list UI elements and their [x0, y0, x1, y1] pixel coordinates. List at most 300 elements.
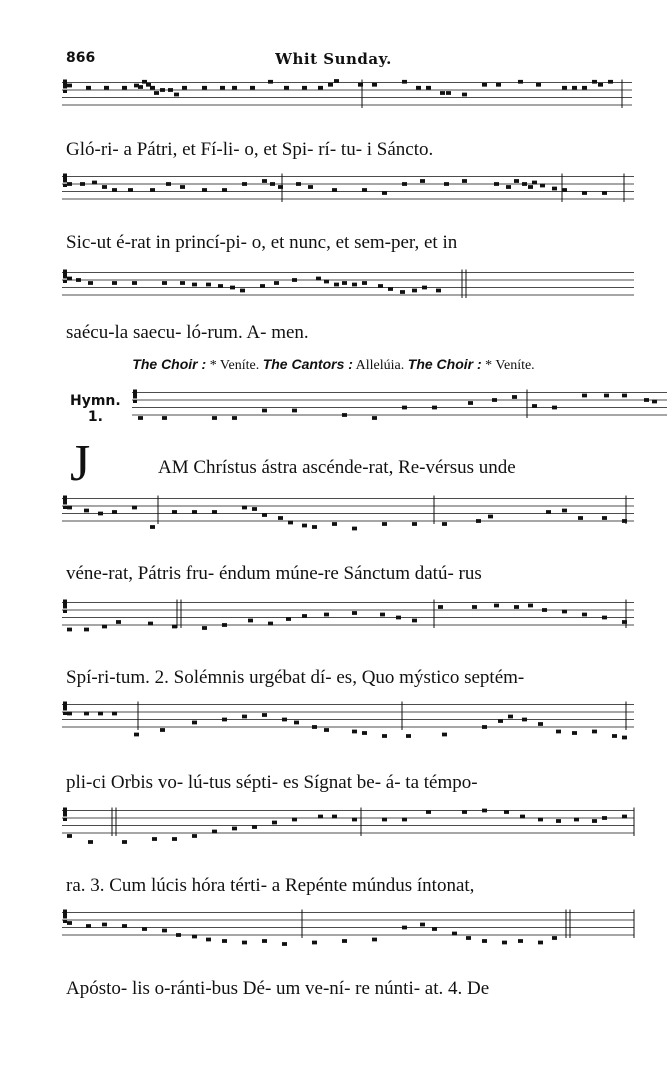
chant-note [578, 516, 583, 520]
chant-note [324, 280, 329, 284]
music-staff [132, 388, 667, 430]
chant-note [104, 86, 109, 90]
chant-note [242, 506, 247, 510]
chant-note [506, 185, 511, 189]
chant-note [160, 728, 165, 732]
chant-note [282, 942, 287, 946]
chant-note [472, 605, 477, 609]
chant-note [422, 286, 427, 290]
chant-note [102, 185, 107, 189]
chant-note [160, 88, 165, 92]
chant-note [116, 620, 121, 624]
chant-note [202, 626, 207, 630]
chant-note [222, 718, 227, 722]
chant-note [542, 608, 547, 612]
chant-note [292, 818, 297, 822]
rubric-choir-text: * Veníte. [209, 358, 260, 373]
chant-note [498, 719, 503, 723]
chant-note [540, 184, 545, 188]
lyric-line: véne-rat, Pátris fru- éndum múne-re Sánctum datú- rus [66, 563, 482, 584]
chant-note [202, 188, 207, 192]
chant-note [342, 939, 347, 943]
chant-note [162, 416, 167, 420]
chant-note [372, 938, 377, 942]
chant-note [222, 188, 227, 192]
chant-note [172, 837, 177, 841]
chant-note [67, 834, 72, 838]
chant-note [332, 815, 337, 819]
chant-note [182, 86, 187, 90]
chant-note [402, 182, 407, 186]
chant-note [102, 625, 107, 629]
chant-note [482, 725, 487, 729]
chant-note [67, 506, 72, 510]
chant-note [318, 86, 323, 90]
chant-note [388, 287, 393, 291]
chant-note [334, 283, 339, 287]
chant-note [622, 394, 627, 398]
chant-note [150, 525, 155, 529]
chant-note [142, 927, 147, 931]
chant-note [286, 617, 291, 621]
chant-note [382, 522, 387, 526]
chant-note [192, 283, 197, 287]
chant-note [174, 93, 179, 97]
chant-note [148, 622, 153, 626]
chant-note [262, 513, 267, 517]
chant-note [482, 939, 487, 943]
chant-note [556, 819, 561, 823]
chant-note [138, 85, 143, 89]
chant-note [212, 510, 217, 514]
chant-note [316, 277, 321, 281]
chant-note [482, 809, 487, 813]
chant-note [67, 628, 72, 632]
chant-note [494, 604, 499, 608]
chant-note [67, 277, 72, 281]
chant-note [426, 86, 431, 90]
clef-mark [63, 910, 67, 919]
chant-note [192, 834, 197, 838]
chant-note [220, 86, 225, 90]
chant-note [192, 510, 197, 514]
chant-note [212, 830, 217, 834]
chant-note [282, 718, 287, 722]
chant-note [352, 818, 357, 822]
chant-note [440, 91, 445, 95]
chant-note [112, 281, 117, 285]
chant-note [402, 406, 407, 410]
chant-note [538, 722, 543, 726]
chant-note [492, 398, 497, 402]
chant-note [132, 281, 137, 285]
chant-note [362, 281, 367, 285]
chant-note [88, 281, 93, 285]
chant-note [432, 927, 437, 931]
chant-note [150, 188, 155, 192]
chant-note [84, 628, 89, 632]
chant-note [180, 185, 185, 189]
rubric-cantors-label: The Cantors : [262, 356, 353, 372]
page-title: Whit Sunday. [275, 50, 392, 68]
lyric-line: Spí-ri-tum. 2. Solémnis urgébat dí- es, Quo mýstico septém- [66, 667, 525, 688]
chant-note [536, 83, 541, 87]
chant-note [462, 93, 467, 97]
chant-note [262, 713, 267, 717]
chant-note [134, 733, 139, 737]
chant-note [150, 86, 155, 90]
chant-note [462, 179, 467, 183]
chant-note [318, 815, 323, 819]
music-staff [62, 700, 634, 742]
lyric-line: pli-ci Orbis vo- lú-tus sépti- es Sígnat be- á- ta témpo- [66, 772, 478, 793]
chant-note [522, 182, 527, 186]
chant-note [546, 510, 551, 514]
chant-note [76, 278, 81, 282]
chant-note [324, 728, 329, 732]
chant-note [442, 733, 447, 737]
chant-note [272, 821, 277, 825]
chant-note [412, 289, 417, 293]
clef-mark [63, 184, 67, 187]
lyric-line: ra. 3. Cum lúcis hóra térti- a Repénte múndus íntonat, [66, 875, 475, 896]
chant-note [602, 191, 607, 195]
rubric-choir2-text: * Veníte. [485, 358, 535, 373]
chant-note [604, 394, 609, 398]
chant-note [602, 816, 607, 820]
chant-note [172, 510, 177, 514]
chant-note [230, 286, 235, 290]
lyric-line: Sic-ut é-rat in princí-pi- o, et nunc, et sem-per, et in [66, 232, 458, 253]
staff-svg [62, 78, 632, 120]
music-staff [62, 172, 634, 214]
chant-note [248, 619, 253, 623]
chant-note [98, 712, 103, 716]
chant-note [426, 810, 431, 814]
chant-note [622, 815, 627, 819]
chant-note [622, 736, 627, 740]
chant-note [446, 91, 451, 95]
chant-note [382, 818, 387, 822]
chant-note [292, 409, 297, 413]
chant-note [324, 613, 329, 617]
chant-note [352, 730, 357, 734]
chant-note [494, 182, 499, 186]
rubric-choir2-label: The Choir : [407, 356, 482, 372]
chant-note [302, 86, 307, 90]
chant-note [206, 283, 211, 287]
chant-note [400, 290, 405, 294]
chant-note [332, 522, 337, 526]
staff-svg [62, 494, 634, 536]
chant-note [222, 623, 227, 627]
chant-note [274, 281, 279, 285]
lyric-line: Apósto- lis o-ránti-bus Dé- um ve-ní- re núnti- at. 4. De [66, 978, 490, 999]
chant-note [152, 837, 157, 841]
chant-note [250, 86, 255, 90]
page-header [0, 48, 667, 70]
chant-note [514, 179, 519, 183]
chant-note [582, 86, 587, 90]
chant-note [342, 281, 347, 285]
staff-svg [62, 908, 634, 950]
chant-note [302, 614, 307, 618]
chant-note [582, 613, 587, 617]
chant-note [202, 86, 207, 90]
chant-note [378, 284, 383, 288]
chant-note [206, 938, 211, 942]
chant-note [128, 188, 133, 192]
chant-note [84, 509, 89, 513]
clef-mark [63, 818, 67, 821]
hymn-initial: J [70, 435, 91, 492]
staff-svg [62, 172, 634, 214]
chant-note [296, 182, 301, 186]
chant-note [532, 181, 537, 185]
clef-mark [63, 90, 67, 93]
chant-note [512, 395, 517, 399]
chant-note [556, 730, 561, 734]
chant-note [88, 840, 93, 844]
chant-note [86, 924, 91, 928]
chant-note [342, 413, 347, 417]
lyric-line: saécu-la saecu- ló-rum. A- men. [66, 322, 309, 343]
lyric-line: Gló-ri- a Pátri, et Fí-li- o, et Spi- rí- tu- i Sáncto. [66, 139, 434, 160]
chant-note [308, 185, 313, 189]
chant-note [332, 188, 337, 192]
chant-note [352, 527, 357, 531]
chant-note [362, 188, 367, 192]
chant-note [406, 734, 411, 738]
chant-note [312, 525, 317, 529]
chant-note [292, 278, 297, 282]
chant-note [166, 182, 171, 186]
chant-note [436, 289, 441, 293]
clef-mark [63, 712, 67, 715]
chant-note [288, 521, 293, 525]
chant-note [112, 712, 117, 716]
chant-note [442, 522, 447, 526]
hymn-number: 1. [87, 409, 103, 425]
chant-note [80, 182, 85, 186]
chant-note [192, 935, 197, 939]
chant-note [438, 605, 443, 609]
clef-mark [63, 174, 67, 183]
chant-note [382, 191, 387, 195]
chant-note [252, 825, 257, 829]
chant-note [172, 625, 177, 629]
chant-note [362, 731, 367, 735]
chant-note [602, 516, 607, 520]
chant-note [572, 731, 577, 735]
chant-note [92, 181, 97, 185]
chant-note [242, 715, 247, 719]
chant-note [592, 819, 597, 823]
chant-note [102, 923, 107, 927]
chant-note [284, 86, 289, 90]
chant-note [528, 185, 533, 189]
hymn-label [70, 393, 121, 425]
chant-note [572, 86, 577, 90]
chant-note [432, 406, 437, 410]
chant-note [352, 283, 357, 287]
chant-note [232, 827, 237, 831]
music-staff [62, 806, 634, 848]
chant-note [252, 507, 257, 511]
chant-note [262, 179, 267, 183]
chant-note [352, 611, 357, 615]
chant-note [574, 818, 579, 822]
chant-note [528, 604, 533, 608]
lyric-line: AM Chrístus ástra ascénde-rat, Re-vérsus unde [158, 457, 516, 478]
chant-note [476, 519, 481, 523]
rubric-line [0, 356, 667, 374]
rubric-cantors-text: Allelúia. [355, 358, 405, 373]
clef-mark [63, 496, 67, 505]
chant-note [218, 284, 223, 288]
clef-mark [63, 920, 67, 923]
chant-note [562, 188, 567, 192]
chant-note [294, 721, 299, 725]
chant-note [232, 416, 237, 420]
staff-svg [132, 388, 667, 430]
chant-note [122, 924, 127, 928]
chant-note [514, 605, 519, 609]
chant-note [462, 810, 467, 814]
chant-note [132, 506, 137, 510]
chant-note [222, 939, 227, 943]
chant-note [270, 182, 275, 186]
chant-note [652, 400, 657, 404]
clef-mark [63, 270, 67, 279]
chant-note [402, 818, 407, 822]
chant-note [262, 939, 267, 943]
chant-note [242, 941, 247, 945]
chant-note [592, 730, 597, 734]
chant-note [644, 398, 649, 402]
music-staff [62, 268, 634, 310]
staff-svg [62, 700, 634, 742]
clef-mark [63, 610, 67, 613]
chant-note [420, 179, 425, 183]
clef-mark [133, 390, 137, 399]
chant-note [122, 86, 127, 90]
music-staff [62, 494, 634, 536]
chant-note [86, 86, 91, 90]
chant-note [98, 512, 103, 516]
chant-note [582, 394, 587, 398]
chant-note [268, 622, 273, 626]
chant-note [452, 932, 457, 936]
chant-note [502, 941, 507, 945]
chant-note [522, 718, 527, 722]
clef-mark [63, 506, 67, 509]
hymn-word: Hymn. [70, 393, 121, 409]
chant-note [138, 416, 143, 420]
chant-note [602, 616, 607, 620]
chant-note [592, 80, 597, 84]
chant-note [552, 936, 557, 940]
clef-mark [63, 600, 67, 609]
staff-svg [62, 806, 634, 848]
clef-mark [133, 400, 137, 403]
chant-note [538, 818, 543, 822]
staff-svg [62, 598, 634, 640]
chant-note [334, 79, 339, 83]
chant-note [402, 80, 407, 84]
chant-note [552, 406, 557, 410]
chant-note [582, 191, 587, 195]
chant-note [268, 80, 273, 84]
chant-note [372, 416, 377, 420]
chant-note [168, 88, 173, 92]
chant-note [412, 619, 417, 623]
chant-note [488, 515, 493, 519]
chant-note [504, 810, 509, 814]
chant-note [598, 83, 603, 87]
chant-note [67, 84, 72, 88]
chant-note [382, 734, 387, 738]
staff-svg [62, 268, 634, 310]
chant-note [154, 91, 159, 95]
page-number: 866 [66, 50, 96, 66]
clef-mark [63, 280, 67, 283]
chant-note [176, 933, 181, 937]
chant-note [162, 929, 167, 933]
chant-note [520, 815, 525, 819]
chant-note [482, 83, 487, 87]
chant-note [402, 926, 407, 930]
chant-note [612, 734, 617, 738]
chant-note [278, 516, 283, 520]
chant-note [260, 284, 265, 288]
chant-note [508, 715, 513, 719]
chant-note [232, 86, 237, 90]
clef-mark [63, 702, 67, 711]
chant-note [372, 83, 377, 87]
music-staff [62, 598, 634, 640]
chant-note [312, 725, 317, 729]
chant-note [608, 80, 613, 84]
chant-note [262, 409, 267, 413]
chant-note [518, 939, 523, 943]
chant-note [396, 616, 401, 620]
music-staff [62, 908, 634, 950]
chant-note [67, 712, 72, 716]
rubric-choir-label: The Choir : [132, 356, 207, 372]
chant-note [122, 840, 127, 844]
chant-note [302, 524, 307, 528]
chant-note [84, 712, 89, 716]
chant-note [67, 182, 72, 186]
chant-note [552, 187, 557, 191]
chant-note [312, 941, 317, 945]
chant-note [67, 921, 72, 925]
chant-note [242, 182, 247, 186]
chant-note [412, 522, 417, 526]
chant-note [162, 281, 167, 285]
chant-note [112, 510, 117, 514]
chant-note [444, 182, 449, 186]
chant-note [468, 401, 473, 405]
chant-note [562, 86, 567, 90]
chant-note [518, 80, 523, 84]
chant-note [380, 613, 385, 617]
chant-note [180, 281, 185, 285]
chant-note [192, 721, 197, 725]
chant-note [562, 610, 567, 614]
clef-mark [63, 808, 67, 817]
